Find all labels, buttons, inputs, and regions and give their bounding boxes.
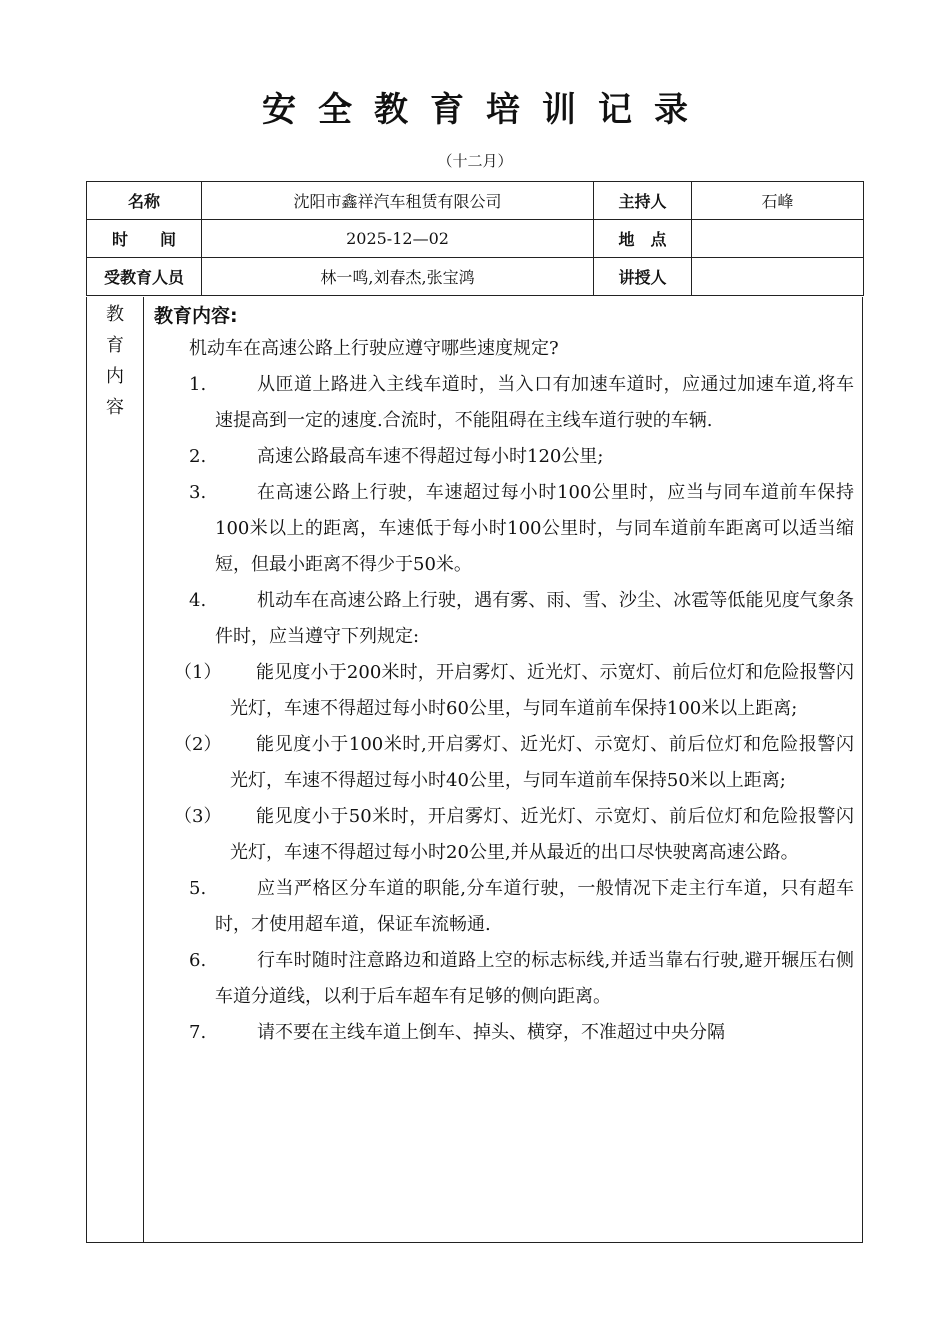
trainees-label: 受教育人员 [87, 258, 202, 296]
item-text: 高速公路最高车速不得超过每小时120公里; [257, 446, 604, 467]
item-text: 从匝道上路进入主线车道时，当入口有加速车道时，应通过加速车道,将车速提高到一定的速度.合流时，不能阻碍在主线车道行驶的车辆. [215, 374, 854, 431]
content-section [86, 297, 863, 1243]
item-number: 6. [189, 950, 207, 971]
item-text: 机动车在高速公路上行驶，遇有雾、雨、雪、沙尘、冰雹等低能见度气象条件时，应当遵守下列规定: [215, 590, 854, 647]
item-number: （2） [174, 734, 222, 755]
item-text: 能见度小于100米时,开启雾灯、近光灯、示宽灯、前后位灯和危险报警闪光灯，车速不得超过每小时40公里，与同车道前车保持50米以上距离; [230, 734, 854, 791]
list-item [144, 439, 862, 475]
host-value: 石峰 [692, 182, 864, 220]
info-table [86, 181, 864, 296]
item-text: 能见度小于200米时，开启雾灯、近光灯、示宽灯、前后位灯和危险报警闪光灯，车速不得超过每小时60公里，与同车道前车保持100米以上距离; [230, 662, 854, 719]
content-items [144, 367, 862, 1051]
side-char: 育 [106, 335, 124, 356]
name-value: 沈阳市鑫祥汽车租赁有限公司 [202, 182, 594, 220]
side-char: 内 [106, 366, 124, 387]
place-value [692, 220, 864, 258]
item-text: 行车时随时注意路边和道路上空的标志标线,并适当靠右行驶,避开辗压右侧车道分道线，以利于后车超车有足够的侧向距离。 [215, 950, 854, 1007]
item-number: （3） [174, 806, 222, 827]
place-label: 地 点 [594, 220, 692, 258]
content-heading: 教育内容: [154, 305, 238, 327]
item-number: （1） [174, 662, 222, 683]
list-item [144, 871, 862, 943]
side-char: 容 [106, 397, 124, 418]
info-row-trainees [87, 258, 864, 296]
document-title: 安全教育培训记录 [262, 90, 710, 130]
month-subtitle: （十二月） [437, 152, 513, 170]
name-label: 名称 [87, 182, 202, 220]
item-text: 在高速公路上行驶，车速超过每小时100公里时，应当与同车道前车保持100米以上的距离，车速低于每小时100公里时，与同车道前车距离可以适当缩短，但最小距离不得少于50米。 [215, 482, 854, 575]
sub-list-item [144, 655, 862, 727]
item-number: 7. [189, 1022, 207, 1043]
content-side-label [87, 299, 143, 423]
lecturer-label: 讲授人 [594, 258, 692, 296]
info-row-time [87, 220, 864, 258]
content-side-column [87, 297, 144, 1242]
list-item [144, 943, 862, 1015]
item-number: 4. [189, 590, 207, 611]
sub-list-item [144, 799, 862, 871]
item-number: 2. [189, 446, 207, 467]
item-number: 3. [189, 482, 207, 503]
host-label: 主持人 [594, 182, 692, 220]
side-char: 教 [106, 304, 124, 325]
item-number: 5. [189, 878, 207, 899]
list-item [144, 367, 862, 439]
item-text: 能见度小于50米时，开启雾灯、近光灯、示宽灯、前后位灯和危险报警闪光灯，车速不得超过每小时20公里,并从最近的出口尽快驶离高速公路。 [230, 806, 854, 863]
content-intro: 机动车在高速公路上行驶应遵守哪些速度规定? [189, 338, 559, 359]
item-text: 请不要在主线车道上倒车、掉头、横穿，不准超过中央分隔 [257, 1022, 725, 1043]
lecturer-value [692, 258, 864, 296]
info-row-name [87, 182, 864, 220]
content-body [144, 297, 862, 1242]
trainees-value: 林一鸣,刘春杰,张宝鸿 [202, 258, 594, 296]
time-label: 时 间 [87, 220, 202, 258]
list-item [144, 1015, 862, 1051]
item-text: 应当严格区分车道的职能,分车道行驶，一般情况下走主行车道，只有超车时，才使用超车道，保证车流畅通. [215, 878, 854, 935]
time-value: 2025-12—02 [202, 220, 594, 258]
item-number: 1. [189, 374, 207, 395]
list-item [144, 475, 862, 583]
sub-list-item [144, 727, 862, 799]
list-item [144, 583, 862, 655]
